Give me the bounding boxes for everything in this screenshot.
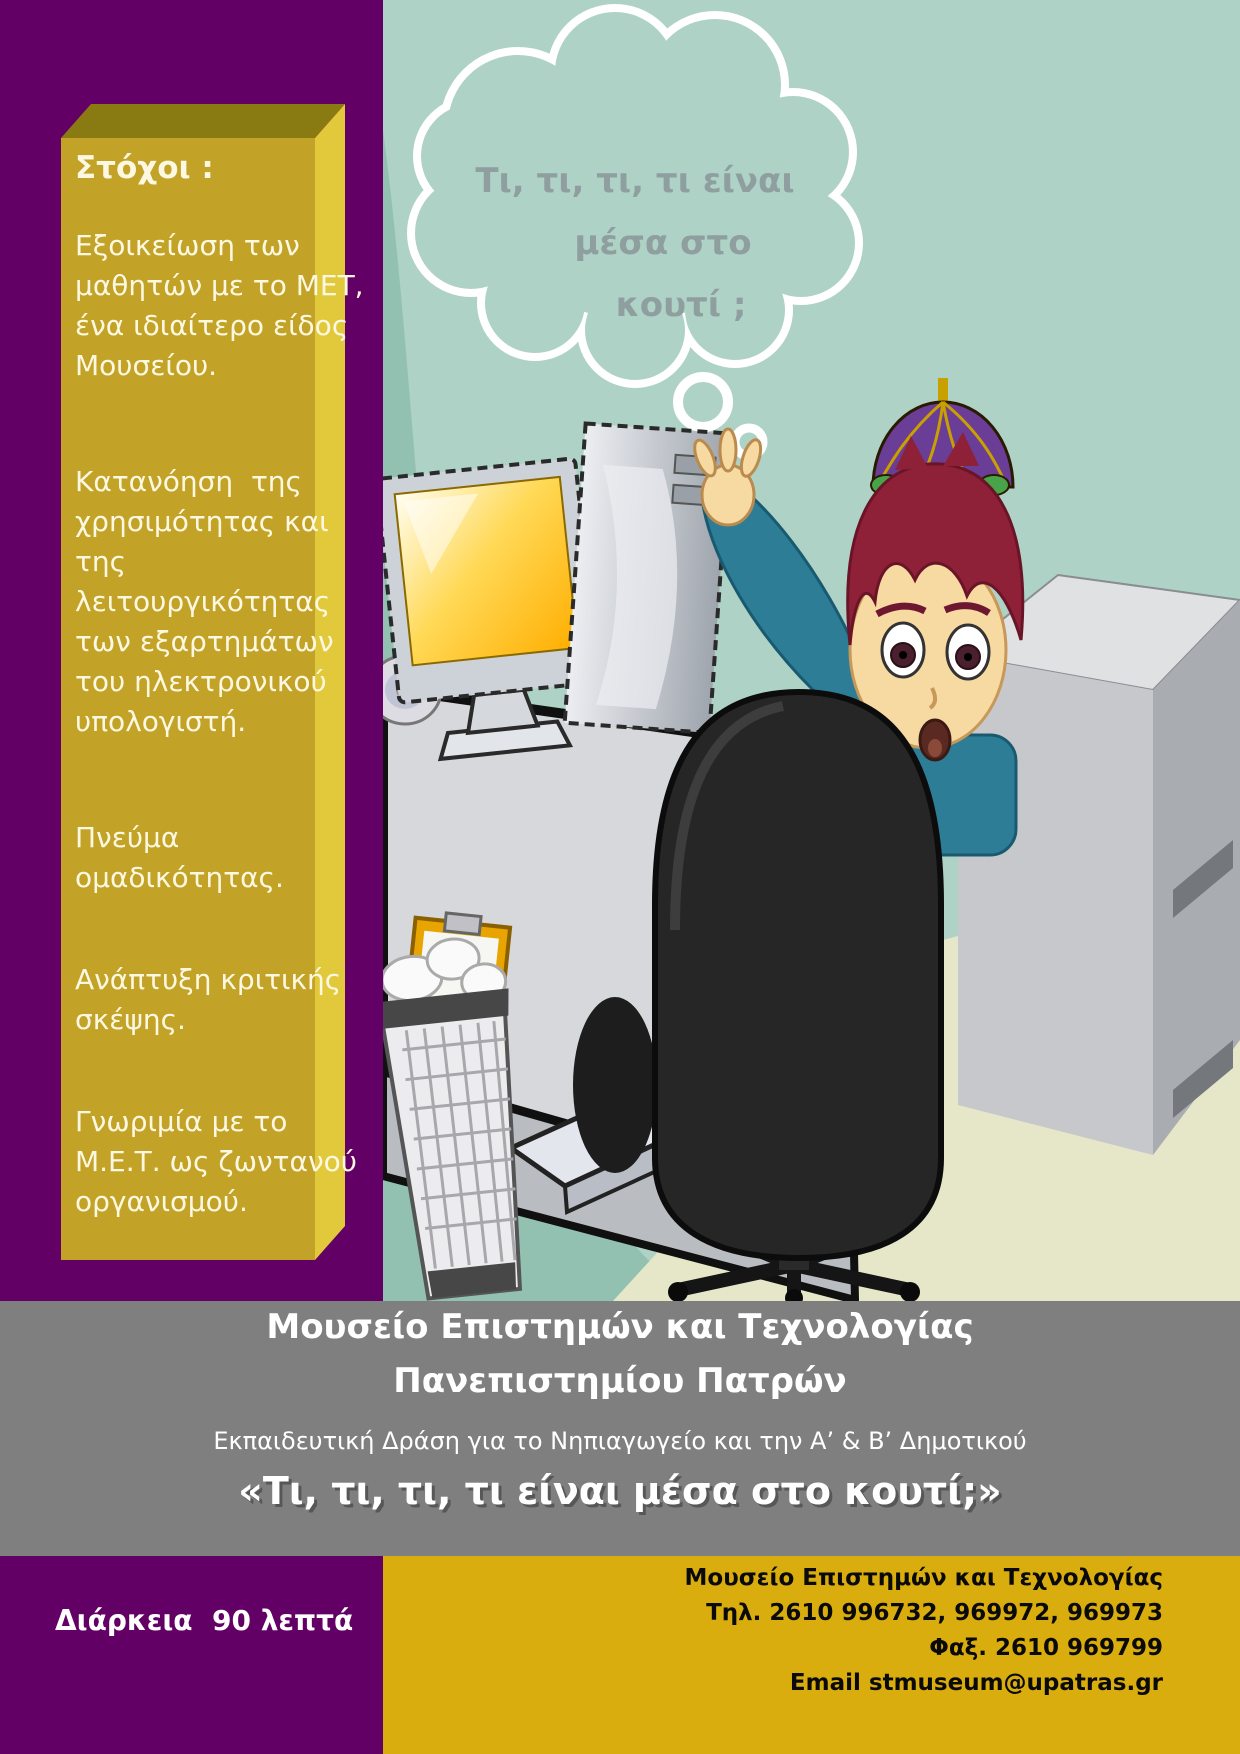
contact-block [685,1561,1163,1701]
objective-item-1: Εξοικείωση των μαθητών με το ΜΕΤ, ένα ιδιαίτερο είδος Μουσείου. [75,229,373,382]
banner-title-line1: Μουσείο Επιστημών και Τεχνολογίας [266,1307,974,1347]
objective-item-3: Πνεύμα ομαδικότητας. [75,821,284,894]
footer-purple-block [0,1556,383,1754]
objectives-panel [75,148,375,1222]
contact-fax: Φαξ. 2610 969799 [929,1635,1163,1661]
banner-quote: «Τι, τι, τι, τι είναι μέσα στο κουτί;» [238,1469,1002,1513]
banner-title-line2: Πανεπιστημίου Πατρών [393,1361,847,1401]
illustration [383,0,1240,1301]
objectives-heading: Στόχοι : [75,150,214,186]
svg-text:κουτί ;: κουτί ; [615,285,747,325]
svg-text:μέσα στο: μέσα στο [574,223,752,263]
objective-item-5: Γνωριμία με το Μ.Ε.Τ. ως ζωντανού οργανισμού. [75,1105,366,1218]
objective-item-2: Κατανόηση της χρησιμότητας και της λειτουργικότητας των εξαρτημάτων του ηλεκτρονικού υπολογιστή. [75,465,343,738]
footer-gold-block [383,1556,1240,1754]
duration-label: Διάρκεια 90 λεπτά [55,1604,354,1637]
contact-phone: Τηλ. 2610 996732, 969972, 969973 [706,1600,1163,1626]
svg-text:Τι, τι, τι, τι είναι: Τι, τι, τι, τι είναι [475,161,795,201]
contact-org: Μουσείο Επιστημών και Τεχνολογίας [684,1565,1163,1591]
contact-email: Email stmuseum@upatras.gr [789,1670,1163,1696]
box-top-face [61,104,345,138]
objective-item-4: Ανάπτυξη κριτικής σκέψης. [75,963,351,1036]
banner [0,1301,1240,1556]
banner-subtitle: Εκπαιδευτική Δράση για το Νηπιαγωγείο και την Α’ & Β’ Δημοτικού [213,1427,1027,1455]
